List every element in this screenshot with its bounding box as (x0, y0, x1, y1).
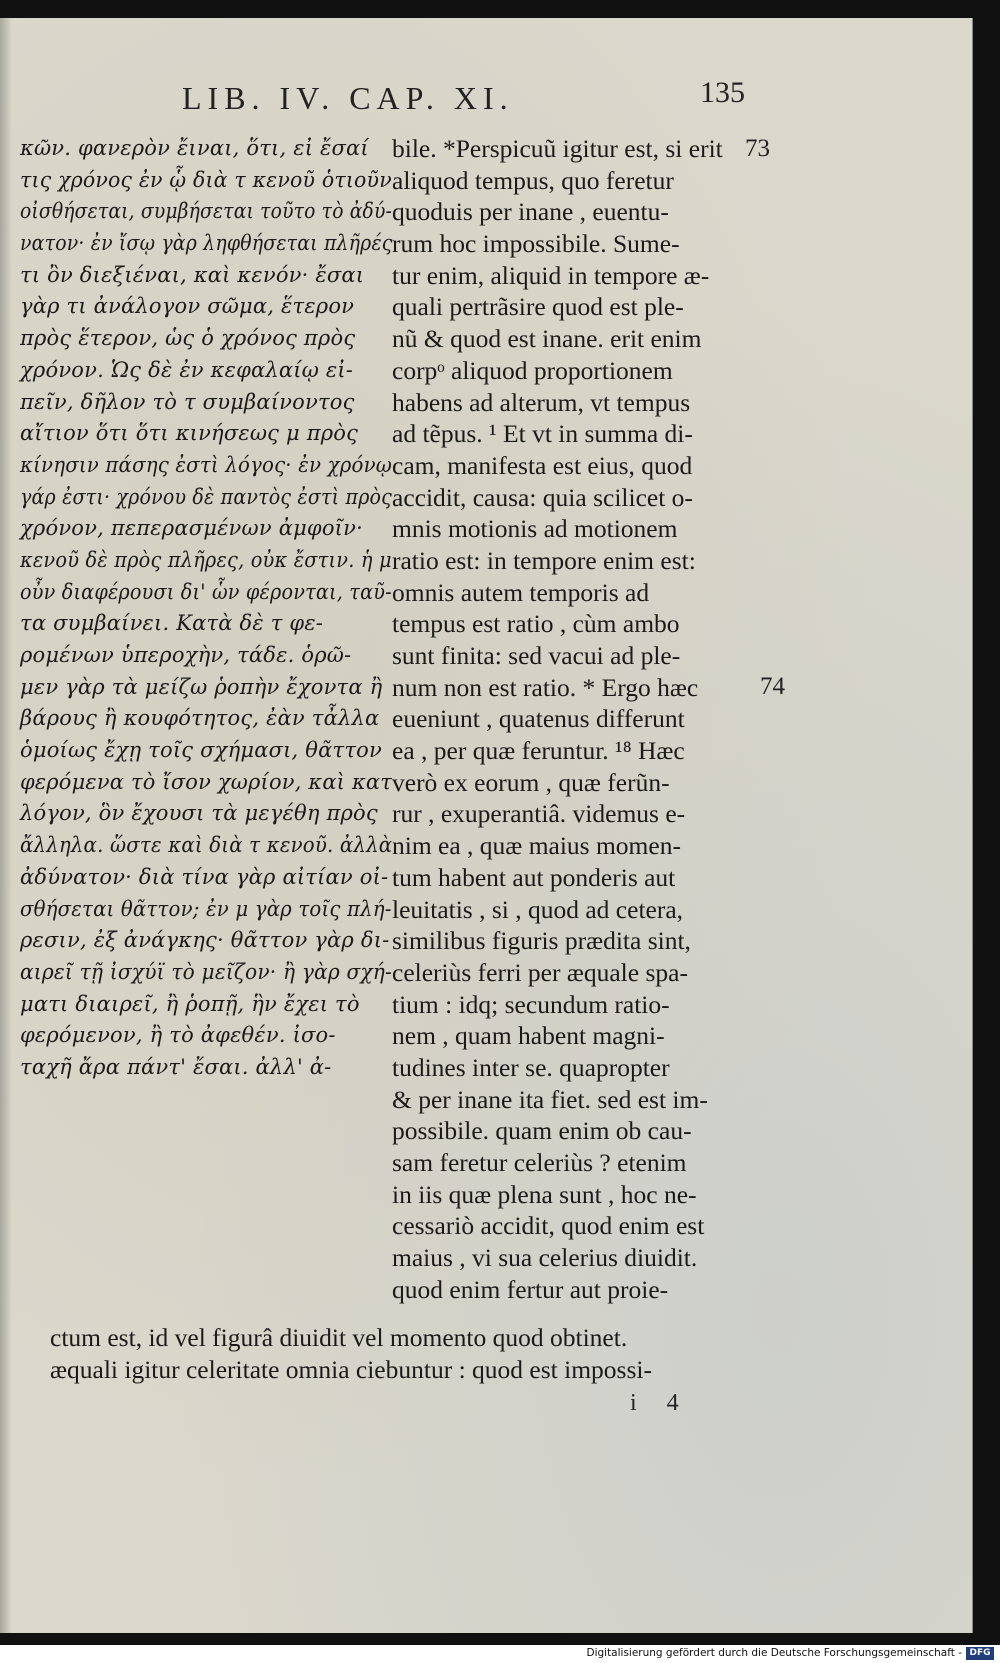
latin-text-line: æquali igitur celeritate omnia ciebuntur : quod est impossi- (50, 1354, 652, 1384)
greek-text-line: αἴτιον ὅτι ὅτι κινήσεως μ πρὸς (20, 421, 359, 446)
latin-text-line: similibus figuris prædita sint, (392, 926, 691, 956)
greek-text-line: λόγον, ὃν ἔχουσι τὰ μεγέθη πρὸς (20, 801, 378, 826)
latin-text-line: quoduis per inane , euentu- (392, 197, 669, 227)
latin-text-line: tium : idq; secundum ratio- (392, 989, 670, 1019)
latin-text-line: bile. *Perspicuũ igitur est, si erit (392, 134, 723, 163)
latin-text-line: ratio est: in tempore enim est: (392, 545, 696, 575)
greek-text-line: ἀδύνατον· διὰ τίνα γὰρ αἰτίαν οἰ- (20, 864, 389, 889)
greek-text-line: γάρ ἐστι· χρόνου δὲ παντὸς ἐστὶ πρὸς (20, 484, 392, 509)
greek-text-line: βάρους ἢ κουφότητος, ἐὰν τἆλλα (20, 706, 380, 731)
latin-text-line: verò ex eorum , quæ ferũn- (392, 767, 670, 797)
latin-text-line: omnis autem temporis ad (392, 577, 650, 607)
latin-text-line: sam feretur celeriùs ? etenim (392, 1148, 687, 1177)
greek-text-line: τα συμβαίνει. Κατὰ δὲ τ φε- (20, 611, 324, 636)
page-fold-shadow (0, 18, 12, 1633)
latin-text-line: corpᵒ aliquod proportionem (392, 355, 673, 385)
latin-text-line: accidit, causa: quia scilicet o- (392, 482, 693, 512)
latin-text-column (392, 133, 752, 1305)
latin-text-line: tur enim, aliquid in tempore æ- (392, 260, 710, 290)
greek-text-line: τι ὂν διεξιέναι, καὶ κενόν· ἔσαι (20, 262, 365, 287)
greek-text-column (20, 133, 392, 1084)
latin-text-line: habens ad alterum, vt tempus (392, 387, 691, 417)
latin-text-line: mnis motionis ad motionem (392, 514, 678, 544)
greek-text-line: σθήσεται θᾶττον; ἐν μ γὰρ τοῖς πλή- (20, 896, 392, 921)
greek-text-line: τις χρόνος ἐν ᾧ διὰ τ κενοῦ ὁτιοῦν (20, 167, 392, 192)
greek-text-line: ρεσιν, ἐξ ἀνάγκης· θᾶττον γὰρ δι- (20, 928, 390, 953)
latin-text-line: rum hoc impossibile. Sume- (392, 229, 680, 259)
greek-text-line: ἄλληλα. ὥστε καὶ διὰ τ κενοῦ. ἀλλὰ (20, 833, 393, 858)
latin-text-line: cessariò accidit, quod enim est (392, 1211, 705, 1241)
margin-number: 74 (760, 673, 785, 700)
greek-text-line: φερόμενα τὸ ἴσον χωρίον, καὶ κατ (20, 769, 393, 794)
latin-text-line: possibile. quam enim ob cau- (392, 1116, 692, 1146)
latin-text-line: rur , exuperantiâ. videmus e- (392, 799, 686, 829)
signature-mark: i 4 (630, 1390, 691, 1416)
latin-text-line: ea , per quæ feruntur. ¹⁸ Hæc (392, 736, 685, 766)
book-page (0, 18, 973, 1633)
page-number: 135 (700, 76, 745, 109)
greek-text-line: κῶν. φανερὸν ἔιναι, ὅτι, εἰ ἔσαί (20, 136, 369, 160)
greek-text-line: ρομένων ὑπεροχὴν, τάδε. ὁρῶ- (20, 643, 352, 667)
greek-text-line: γὰρ τι ἀνάλογον σῶμα, ἕτερον (20, 294, 355, 319)
latin-text-line: tum habent aut ponderis aut (392, 862, 676, 892)
latin-text-line: in iis quæ plena sunt , hoc ne- (392, 1179, 697, 1209)
latin-text-line: celeriùs ferri per æquale spa- (392, 957, 688, 987)
latin-text-line: maius , vi sua celerius diuidit. (392, 1243, 698, 1273)
greek-text-line: οἰσθήσεται, συμβήσεται τοῦτο τὸ ἀδύ- (20, 199, 393, 224)
greek-text-line: κίνησιν πάσης ἐστὶ λόγος· ἐν χρόνῳ (20, 452, 393, 477)
latin-text-line: nim ea , quæ maius momen- (392, 831, 681, 861)
footer-credit: Digitalisierung gefördert durch die Deutsche Forschungsgemeinschaft - (586, 1647, 962, 1659)
latin-text-line: ctum est, id vel figurâ diuidit vel momento quod obtinet. (50, 1323, 628, 1352)
greek-text-line: χρόνον. Ὡς δὲ ἐν κεφαλαίῳ εἰ- (20, 357, 354, 382)
margin-number: 73 (745, 135, 770, 162)
greek-text-line: αιρεῖ τῇ ἰσχύϊ τὸ μεῖζον· ἢ γὰρ σχή- (20, 959, 393, 984)
latin-text-line: aliquod tempus, quo feretur (392, 165, 674, 195)
latin-text-line: num non est ratio. * Ergo hæc (392, 672, 699, 702)
greek-text-line: φερόμενον, ἢ τὸ ἀφεθέν. ἰσο- (20, 1023, 336, 1048)
greek-text-line: ὁμοίως ἔχῃ τοῖς σχήμασι, θᾶττον (20, 738, 382, 763)
latin-text-line: tudines inter se. quapropter (392, 1052, 670, 1082)
greek-text-line: μεν γὰρ τὰ μείζω ῥοπὴν ἔχοντα ἢ (20, 674, 383, 699)
latin-text-line: quali pertrãsire quod est ple- (392, 292, 684, 322)
greek-text-line: οὖν διαφέρουσι δι' ὧν φέρονται, ταῦ- (20, 579, 392, 604)
greek-text-line: ταχῆ ἄρα πάντ' ἔσαι. ἀλλ' ἀ- (20, 1054, 332, 1079)
latin-text-line: sunt finita: sed vacui ad ple- (392, 641, 681, 670)
latin-text-line: eueniunt , quatenus differunt (392, 704, 685, 734)
latin-text-line: nem , quam habent magni- (392, 1021, 665, 1051)
latin-text-line: & per inane ita fiet. sed est im- (392, 1084, 708, 1114)
greek-text-line: πεῖν, δῆλον τὸ τ συμβαίνοντος (20, 389, 355, 414)
latin-text-line: cam, manifesta est eius, quod (392, 450, 693, 480)
greek-text-line: πρὸς ἕτερον, ὡς ὁ χρόνος πρὸς (20, 326, 356, 351)
latin-text-line: tempus est ratio , cùm ambo (392, 609, 680, 639)
latin-full-width-text (50, 1322, 770, 1385)
greek-text-line: κενοῦ δὲ πρὸς πλῆρες, οὐκ ἔστιν. ἡ μ (20, 547, 392, 572)
latin-text-line: ad tẽpus. ¹ Et vt in summa di- (392, 419, 693, 449)
latin-text-line: nũ & quod est inane. erit enim (392, 324, 702, 354)
dfg-logo: DFG (966, 1647, 994, 1660)
greek-text-line: νατον· ἐν ἴσῳ γὰρ ληφθήσεται πλῆρές (20, 231, 393, 256)
greek-text-line: χρόνον, πεπερασμένων ἀμφοῖν· (20, 516, 363, 541)
running-title: LIB. IV. CAP. XI. (182, 80, 514, 116)
latin-text-line: quod enim fertur aut proie- (392, 1274, 669, 1304)
greek-text-line: ματι διαιρεῖ, ἢ ῥοπῇ, ἣν ἔχει τὸ (20, 991, 360, 1016)
latin-text-line: leuitatis , si , quod ad cetera, (392, 894, 684, 924)
